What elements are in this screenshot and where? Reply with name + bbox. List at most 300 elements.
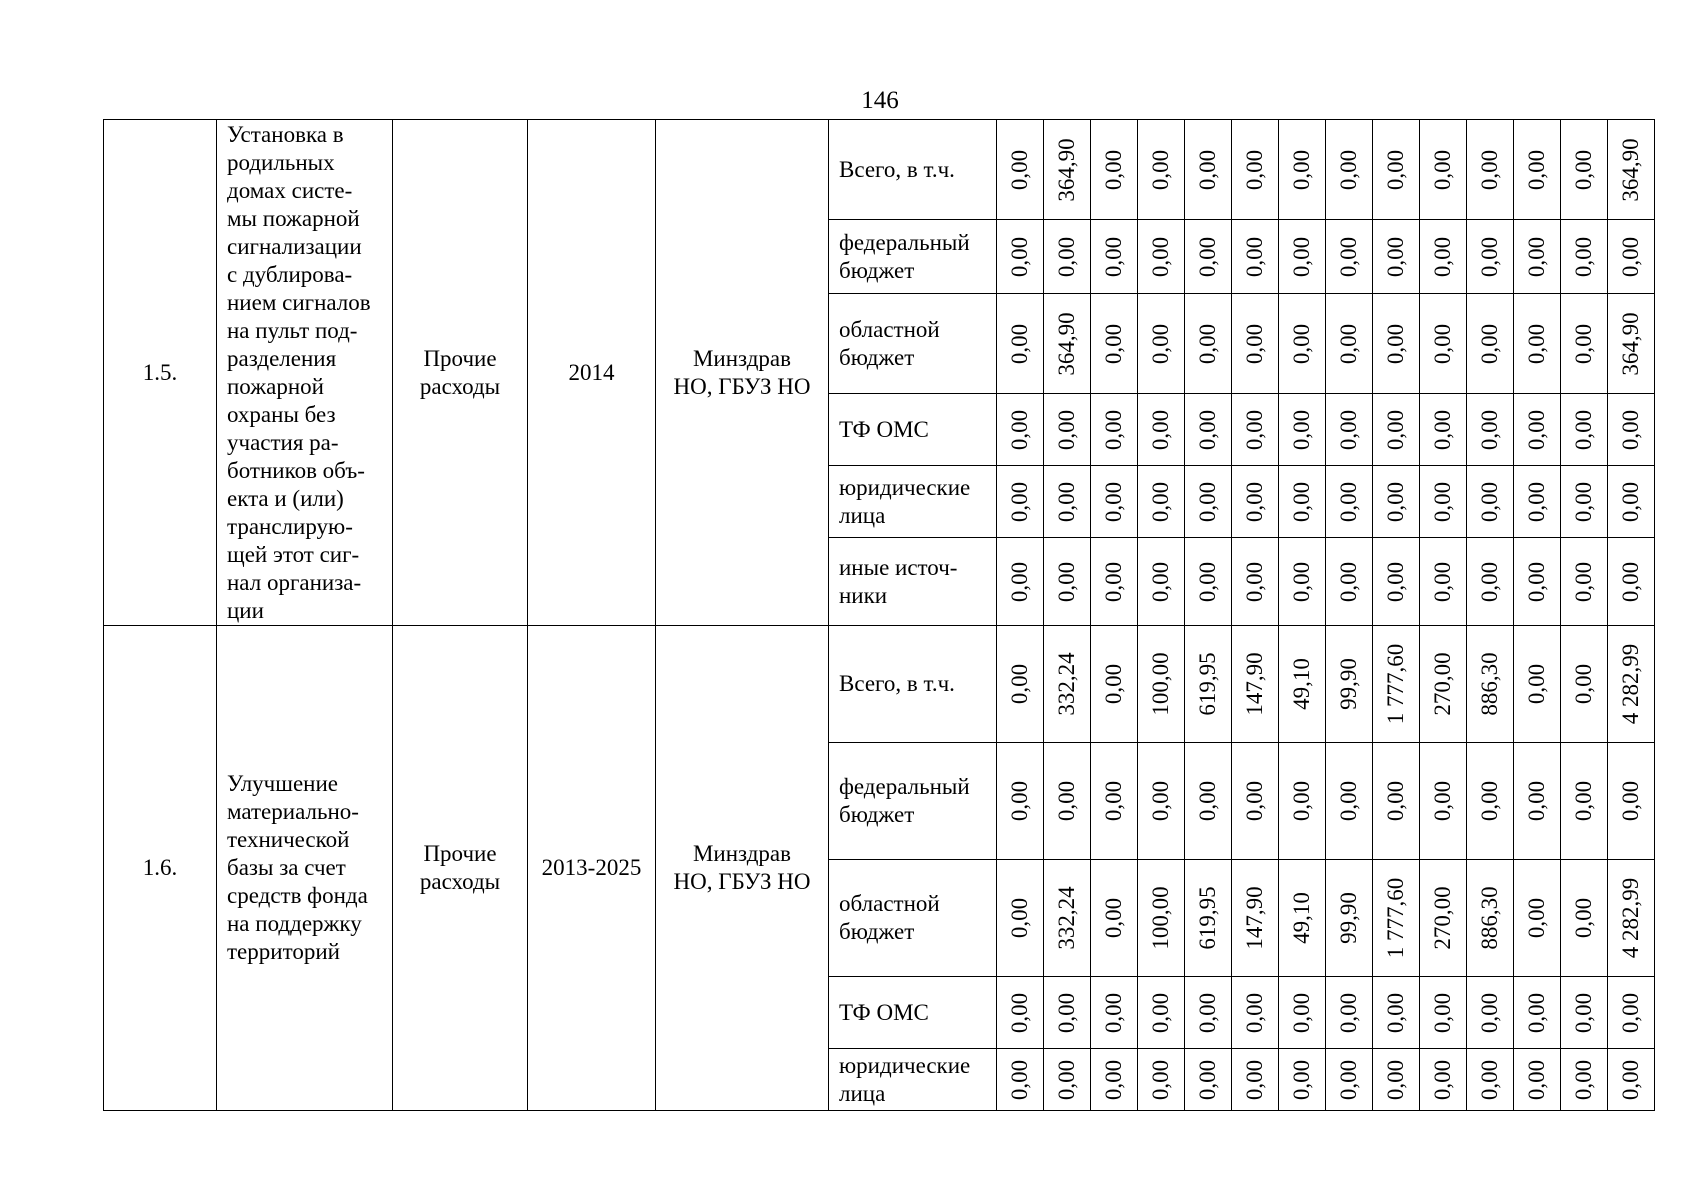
item-title-line: на поддержку xyxy=(227,911,362,936)
value-text: 49,10 xyxy=(1289,892,1314,944)
value-text: 0,00 xyxy=(1524,780,1549,822)
value-cell xyxy=(1514,626,1561,743)
value-text: 364,90 xyxy=(1054,137,1079,202)
value-text: 0,00 xyxy=(1430,236,1455,277)
value-cell xyxy=(1138,394,1185,466)
value-text: 0,00 xyxy=(1148,992,1173,1033)
value-text: 0,00 xyxy=(1383,481,1408,522)
value-cell xyxy=(1232,860,1279,977)
funding-source-line: юридические xyxy=(839,474,971,500)
value-text: 0,00 xyxy=(1618,780,1643,822)
value-cell xyxy=(1185,977,1232,1049)
value-text: 332,24 xyxy=(1054,886,1079,950)
value-cell xyxy=(1279,743,1326,860)
value-cell xyxy=(1326,394,1373,466)
value-text: 0,00 xyxy=(1618,1059,1643,1100)
value-cell xyxy=(1232,120,1279,220)
value-text: 0,00 xyxy=(1336,481,1361,522)
value-cell xyxy=(1138,860,1185,977)
value-text: 0,00 xyxy=(1477,992,1502,1033)
value-cell xyxy=(1420,220,1467,294)
item-number: 1.5. xyxy=(104,120,217,626)
value-cell xyxy=(1279,1049,1326,1111)
value-cell xyxy=(1373,120,1420,220)
value-text: 0,00 xyxy=(1618,236,1643,277)
value-cell xyxy=(1420,1049,1467,1111)
value-cell xyxy=(1185,394,1232,466)
value-text: 270,00 xyxy=(1430,886,1455,950)
value-text: 0,00 xyxy=(1618,481,1643,522)
value-text: 0,00 xyxy=(1571,149,1596,190)
value-cell xyxy=(1091,466,1138,538)
value-text: 4 282,99 xyxy=(1618,643,1643,725)
value-cell xyxy=(1326,1049,1373,1111)
funding-source-line: лица xyxy=(839,1080,886,1106)
value-cell xyxy=(1467,860,1514,977)
value-cell xyxy=(1420,626,1467,743)
value-text: 0,00 xyxy=(1383,992,1408,1033)
value-text: 100,00 xyxy=(1148,652,1173,716)
item-title-line: базы за счет xyxy=(227,855,346,880)
value-cell xyxy=(1420,466,1467,538)
item-number: 1.6. xyxy=(104,626,217,1111)
item-title-line: щей этот сиг- xyxy=(227,541,360,567)
item-title-line: технической xyxy=(227,827,350,852)
value-text: 364,90 xyxy=(1618,137,1643,202)
value-cell xyxy=(997,120,1044,220)
value-text: 0,00 xyxy=(1054,780,1079,822)
value-text: 0,00 xyxy=(1101,1059,1126,1100)
value-cell xyxy=(1467,538,1514,626)
value-text: 0,00 xyxy=(1477,409,1502,450)
value-text: 0,00 xyxy=(1195,561,1220,602)
value-cell xyxy=(1514,220,1561,294)
value-cell xyxy=(1514,1049,1561,1111)
table-row xyxy=(104,626,1655,743)
value-text: 0,00 xyxy=(1430,481,1455,522)
value-text: 147,90 xyxy=(1242,652,1267,716)
value-text: 0,00 xyxy=(1571,663,1596,705)
value-cell xyxy=(1420,294,1467,394)
value-cell xyxy=(1279,626,1326,743)
value-text: 4 282,99 xyxy=(1618,877,1643,959)
value-text: 0,00 xyxy=(1054,1059,1079,1100)
value-text: 0,00 xyxy=(1336,561,1361,602)
table-body xyxy=(104,120,1655,1111)
expense-type xyxy=(393,626,528,1111)
value-cell xyxy=(1232,538,1279,626)
value-cell xyxy=(1138,1049,1185,1111)
funding-source-line: Всего, в т.ч. xyxy=(839,156,955,182)
value-text: 0,00 xyxy=(1101,780,1126,822)
item-title-line: транслирую- xyxy=(227,513,353,539)
value-text: 0,00 xyxy=(1477,1059,1502,1100)
value-text: 49,10 xyxy=(1289,658,1314,710)
value-cell xyxy=(1561,120,1608,220)
value-cell xyxy=(1279,394,1326,466)
funding-source-line: Всего, в т.ч. xyxy=(839,671,955,696)
value-cell xyxy=(997,743,1044,860)
value-text: 0,00 xyxy=(1007,992,1032,1033)
value-cell xyxy=(1514,860,1561,977)
value-cell xyxy=(1373,394,1420,466)
value-text: 0,00 xyxy=(1477,780,1502,822)
value-cell xyxy=(1044,466,1091,538)
value-text: 0,00 xyxy=(1242,992,1267,1033)
value-text: 0,00 xyxy=(1148,561,1173,602)
value-text: 0,00 xyxy=(1242,481,1267,522)
value-cell xyxy=(1373,220,1420,294)
value-cell xyxy=(1091,538,1138,626)
value-cell xyxy=(1091,120,1138,220)
value-cell xyxy=(1091,626,1138,743)
value-cell xyxy=(1561,1049,1608,1111)
value-text: 0,00 xyxy=(1383,236,1408,277)
value-text: 0,00 xyxy=(1007,780,1032,822)
value-text: 0,00 xyxy=(1477,236,1502,277)
value-text: 0,00 xyxy=(1571,481,1596,522)
value-text: 0,00 xyxy=(1101,561,1126,602)
value-text: 0,00 xyxy=(1383,1059,1408,1100)
value-text: 0,00 xyxy=(1101,149,1126,190)
value-cell xyxy=(1044,120,1091,220)
funding-source xyxy=(829,220,997,294)
item-title-line: Установка в xyxy=(227,121,344,147)
value-text: 0,00 xyxy=(1383,149,1408,190)
value-text: 0,00 xyxy=(1007,409,1032,450)
item-title-line: ботников объ- xyxy=(227,457,365,483)
value-cell xyxy=(1561,743,1608,860)
item-title-line: участия ра- xyxy=(227,429,339,455)
value-text: 0,00 xyxy=(1524,236,1549,277)
value-text: 0,00 xyxy=(1007,236,1032,277)
value-text: 0,00 xyxy=(1336,1059,1361,1100)
value-text: 0,00 xyxy=(1336,323,1361,364)
funding-source xyxy=(829,626,997,743)
value-cell xyxy=(1608,394,1655,466)
value-cell xyxy=(1091,294,1138,394)
value-cell xyxy=(1608,120,1655,220)
item-title-line: на пульт под- xyxy=(227,317,358,343)
page-number: 146 xyxy=(861,87,899,114)
value-text: 0,00 xyxy=(1524,992,1549,1033)
value-text: 0,00 xyxy=(1383,323,1408,364)
value-text: 0,00 xyxy=(1289,323,1314,364)
value-text: 619,95 xyxy=(1195,886,1220,950)
value-text: 0,00 xyxy=(1289,1059,1314,1100)
value-cell xyxy=(1185,860,1232,977)
value-cell xyxy=(1326,743,1373,860)
value-text: 0,00 xyxy=(1148,149,1173,190)
value-cell xyxy=(1561,860,1608,977)
funding-source xyxy=(829,743,997,860)
value-cell xyxy=(997,860,1044,977)
value-cell xyxy=(1185,466,1232,538)
value-text: 99,90 xyxy=(1336,658,1361,710)
value-cell xyxy=(1561,977,1608,1049)
value-cell xyxy=(1138,626,1185,743)
value-cell xyxy=(997,626,1044,743)
value-text: 0,00 xyxy=(1477,149,1502,190)
value-text: 0,00 xyxy=(1007,897,1032,939)
value-cell xyxy=(1514,743,1561,860)
table-row xyxy=(104,120,1655,220)
value-text: 1 777,60 xyxy=(1383,643,1408,725)
value-cell xyxy=(1373,294,1420,394)
value-text: 99,90 xyxy=(1336,892,1361,944)
value-text: 0,00 xyxy=(1524,149,1549,190)
value-text: 0,00 xyxy=(1054,409,1079,450)
value-cell xyxy=(1373,538,1420,626)
value-text: 0,00 xyxy=(1101,663,1126,705)
value-cell xyxy=(997,220,1044,294)
value-text: 0,00 xyxy=(1289,149,1314,190)
value-text: 0,00 xyxy=(1007,323,1032,364)
value-text: 0,00 xyxy=(1007,1059,1032,1100)
item-title-line: нием сигналов xyxy=(227,289,371,315)
value-text: 0,00 xyxy=(1477,323,1502,364)
value-text: 0,00 xyxy=(1289,780,1314,822)
value-cell xyxy=(1514,466,1561,538)
executor-line: Минздрав xyxy=(692,841,791,866)
value-cell xyxy=(1091,394,1138,466)
funding-source-line: иные источ- xyxy=(839,554,958,580)
funding-source-line: лица xyxy=(839,502,886,528)
value-text: 0,00 xyxy=(1242,780,1267,822)
value-text: 147,90 xyxy=(1242,886,1267,950)
value-text: 0,00 xyxy=(1477,481,1502,522)
funding-source-line: бюджет xyxy=(839,802,915,827)
value-text: 270,00 xyxy=(1430,652,1455,716)
value-cell xyxy=(997,538,1044,626)
value-cell xyxy=(1420,743,1467,860)
value-cell xyxy=(1185,1049,1232,1111)
value-text: 0,00 xyxy=(1383,409,1408,450)
value-text: 0,00 xyxy=(1383,780,1408,822)
value-cell xyxy=(1467,220,1514,294)
value-text: 0,00 xyxy=(1524,481,1549,522)
value-cell xyxy=(1608,626,1655,743)
value-cell xyxy=(1138,743,1185,860)
value-text: 0,00 xyxy=(1101,236,1126,277)
value-cell xyxy=(1044,394,1091,466)
value-cell xyxy=(1279,466,1326,538)
funding-source-line: ники xyxy=(839,582,888,608)
funding-source-line: юридические xyxy=(839,1052,971,1078)
value-text: 0,00 xyxy=(1101,409,1126,450)
value-cell xyxy=(1326,977,1373,1049)
value-cell xyxy=(1091,977,1138,1049)
value-cell xyxy=(997,977,1044,1049)
value-cell xyxy=(1373,977,1420,1049)
value-cell xyxy=(1514,120,1561,220)
value-text: 0,00 xyxy=(1242,236,1267,277)
value-text: 0,00 xyxy=(1524,409,1549,450)
value-cell xyxy=(1232,294,1279,394)
value-text: 0,00 xyxy=(1383,561,1408,602)
value-text: 0,00 xyxy=(1336,992,1361,1033)
value-text: 0,00 xyxy=(1524,323,1549,364)
value-cell xyxy=(1185,120,1232,220)
value-cell xyxy=(997,1049,1044,1111)
value-text: 0,00 xyxy=(1101,897,1126,939)
value-cell xyxy=(1138,538,1185,626)
value-cell xyxy=(1420,860,1467,977)
value-cell xyxy=(1467,466,1514,538)
value-cell xyxy=(1232,1049,1279,1111)
value-cell xyxy=(1279,220,1326,294)
value-text: 0,00 xyxy=(1054,561,1079,602)
value-cell xyxy=(1608,860,1655,977)
value-cell xyxy=(1561,220,1608,294)
value-cell xyxy=(1091,860,1138,977)
expense-type xyxy=(393,120,528,626)
value-cell xyxy=(1044,977,1091,1049)
value-text: 0,00 xyxy=(1618,409,1643,450)
value-cell xyxy=(1420,538,1467,626)
value-cell xyxy=(1326,294,1373,394)
value-cell xyxy=(997,466,1044,538)
executor-line: Минздрав xyxy=(692,345,791,371)
value-cell xyxy=(1138,294,1185,394)
value-text: 0,00 xyxy=(1148,1059,1173,1100)
item-title-line: материально- xyxy=(227,799,359,824)
value-cell xyxy=(1232,743,1279,860)
item-title-line: нал организа- xyxy=(227,569,362,595)
value-text: 0,00 xyxy=(1195,780,1220,822)
value-cell xyxy=(1044,860,1091,977)
value-cell xyxy=(1185,538,1232,626)
value-text: 332,24 xyxy=(1054,652,1079,716)
value-text: 0,00 xyxy=(1242,323,1267,364)
value-text: 100,00 xyxy=(1148,886,1173,950)
item-title-line: пожарной xyxy=(227,373,324,399)
value-text: 0,00 xyxy=(1571,780,1596,822)
value-text: 0,00 xyxy=(1477,561,1502,602)
value-cell xyxy=(1044,220,1091,294)
period: 2013-2025 xyxy=(528,626,656,1111)
value-cell xyxy=(1279,294,1326,394)
value-text: 0,00 xyxy=(1054,481,1079,522)
funding-source-line: областной xyxy=(839,891,940,916)
executor-line: НО, ГБУЗ НО xyxy=(673,373,811,399)
funding-source-line: ТФ ОМС xyxy=(839,416,929,442)
period: 2014 xyxy=(528,120,656,626)
funding-source-line: бюджет xyxy=(839,257,915,283)
value-cell xyxy=(1138,220,1185,294)
value-text: 0,00 xyxy=(1148,481,1173,522)
value-cell xyxy=(1373,1049,1420,1111)
value-cell xyxy=(1561,626,1608,743)
value-text: 0,00 xyxy=(1289,409,1314,450)
value-text: 0,00 xyxy=(1195,481,1220,522)
value-cell xyxy=(1326,860,1373,977)
value-cell xyxy=(1138,466,1185,538)
value-cell xyxy=(1373,743,1420,860)
value-text: 364,90 xyxy=(1618,311,1643,376)
item-title-line: Улучшение xyxy=(227,771,338,796)
value-cell xyxy=(1232,394,1279,466)
value-cell xyxy=(1608,538,1655,626)
funding-source xyxy=(829,294,997,394)
value-cell xyxy=(1561,394,1608,466)
value-cell xyxy=(1326,626,1373,743)
funding-source xyxy=(829,538,997,626)
value-cell xyxy=(1232,466,1279,538)
value-text: 0,00 xyxy=(1571,992,1596,1033)
value-cell xyxy=(1044,626,1091,743)
value-cell xyxy=(1279,538,1326,626)
value-cell xyxy=(1608,743,1655,860)
value-text: 0,00 xyxy=(1571,409,1596,450)
value-cell xyxy=(1420,120,1467,220)
value-cell xyxy=(1373,466,1420,538)
value-text: 0,00 xyxy=(1430,992,1455,1033)
value-text: 619,95 xyxy=(1195,652,1220,716)
value-text: 0,00 xyxy=(1195,1059,1220,1100)
value-text: 0,00 xyxy=(1242,561,1267,602)
value-text: 0,00 xyxy=(1148,323,1173,364)
value-text: 0,00 xyxy=(1524,897,1549,939)
value-text: 0,00 xyxy=(1618,561,1643,602)
value-text: 364,90 xyxy=(1054,311,1079,376)
value-text: 0,00 xyxy=(1195,236,1220,277)
value-text: 0,00 xyxy=(1336,409,1361,450)
funding-source-line: федеральный xyxy=(839,774,970,799)
value-text: 0,00 xyxy=(1289,561,1314,602)
value-cell xyxy=(1608,1049,1655,1111)
item-title xyxy=(217,120,393,626)
value-cell xyxy=(1185,626,1232,743)
value-cell xyxy=(1279,977,1326,1049)
value-text: 0,00 xyxy=(1430,780,1455,822)
value-cell xyxy=(1326,466,1373,538)
value-cell xyxy=(1185,743,1232,860)
expense-type-line: Прочие xyxy=(423,345,497,371)
value-text: 0,00 xyxy=(1101,992,1126,1033)
expense-type-line: Прочие xyxy=(423,841,497,866)
funding-source-line: ТФ ОМС xyxy=(839,999,929,1025)
value-text: 0,00 xyxy=(1571,561,1596,602)
value-cell xyxy=(1514,977,1561,1049)
value-cell xyxy=(1373,860,1420,977)
item-title-line: с дублирова- xyxy=(227,261,353,287)
funding-source xyxy=(829,466,997,538)
value-cell xyxy=(1326,538,1373,626)
value-cell xyxy=(1091,1049,1138,1111)
value-cell xyxy=(1232,626,1279,743)
value-text: 0,00 xyxy=(1101,323,1126,364)
value-text: 0,00 xyxy=(1571,236,1596,277)
value-cell xyxy=(1373,626,1420,743)
value-cell xyxy=(1232,977,1279,1049)
value-cell xyxy=(1138,977,1185,1049)
value-cell xyxy=(1326,220,1373,294)
value-text: 0,00 xyxy=(1430,149,1455,190)
item-title-line: территорий xyxy=(227,939,340,964)
value-cell xyxy=(1608,220,1655,294)
value-cell xyxy=(1514,294,1561,394)
value-text: 1 777,60 xyxy=(1383,877,1408,959)
value-text: 0,00 xyxy=(1430,561,1455,602)
budget-table xyxy=(103,119,1655,1111)
value-cell xyxy=(1044,294,1091,394)
value-cell xyxy=(1091,220,1138,294)
value-text: 0,00 xyxy=(1571,323,1596,364)
value-text: 0,00 xyxy=(1007,481,1032,522)
value-text: 0,00 xyxy=(1336,236,1361,277)
value-cell xyxy=(1514,394,1561,466)
